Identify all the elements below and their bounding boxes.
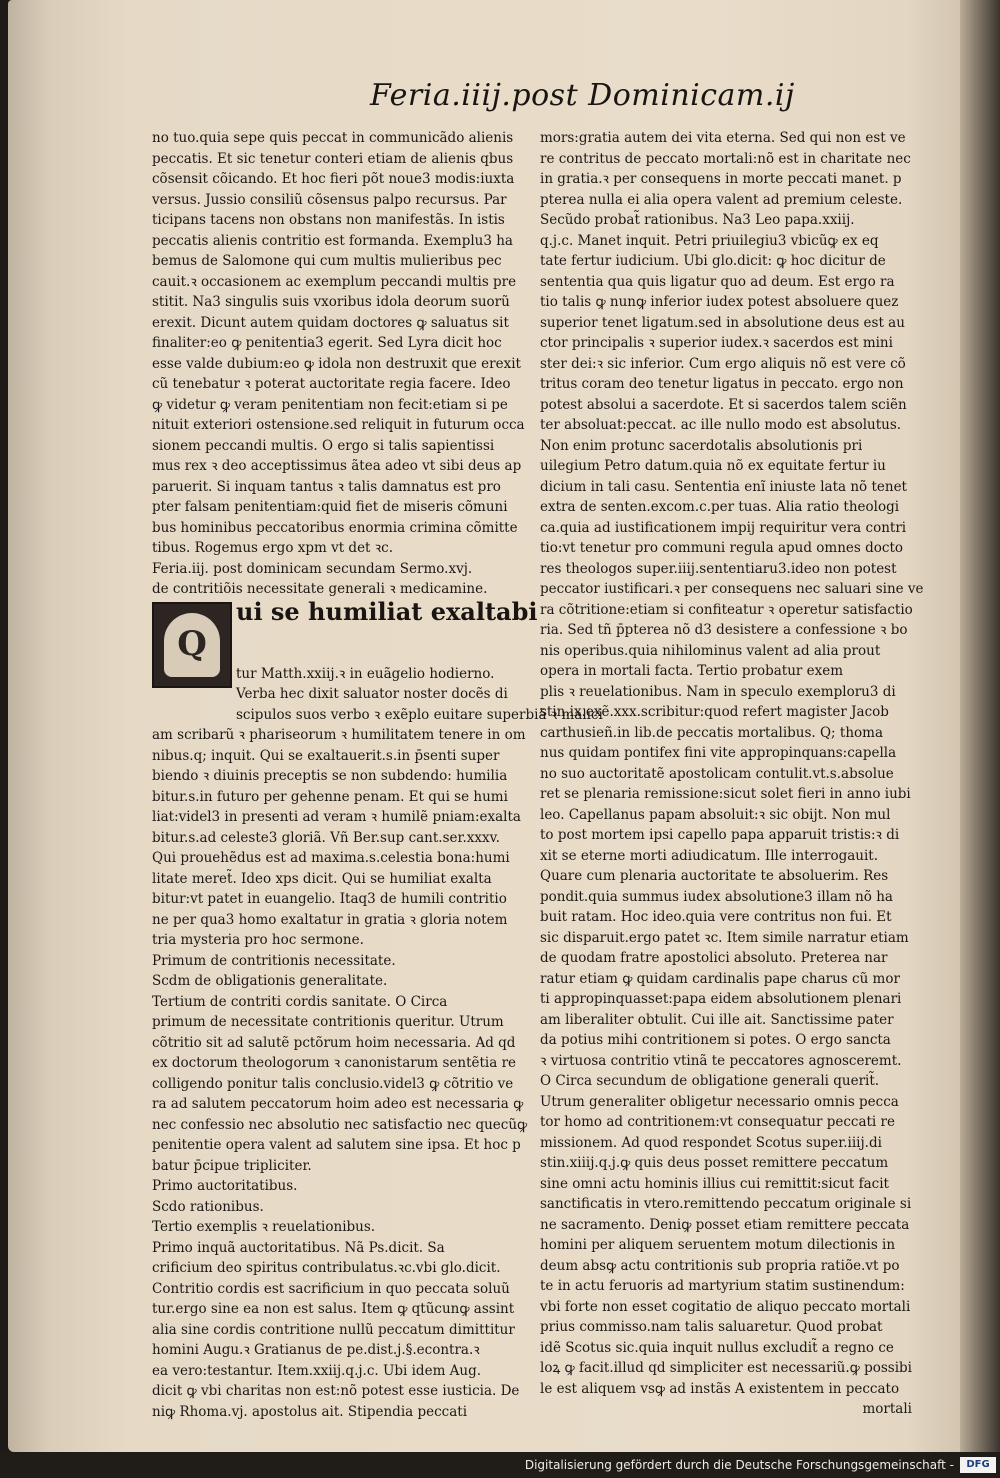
text-line: missionem. Ad quod respondet Scotus super.iiij.di — [540, 1134, 882, 1151]
text-line: to post mortem ipsi capello papa apparuit tristis:ꝛ di — [540, 827, 900, 843]
text-line: ret se plenaria remissione:sicut solet fieri in anno iubi — [540, 786, 911, 802]
text-line: ctor principalis ꝛ superior iudex.ꝛ sacerdos est mini — [540, 335, 893, 351]
text-line: nus quidam pontifex fini vite appropinquans:capella — [540, 745, 897, 761]
running-head: Feria.iiij.post Dominicam.ij — [370, 78, 795, 113]
text-line: superior tenet ligatum.sed in absolutione deus est au — [540, 314, 905, 331]
text-line: ex doctorum theologorum ꝛ canonistarum sentẽtia re — [152, 1055, 517, 1071]
text-line: scipulos suos verbo ꝛ exẽplo euitare superbiã ꝛ malici — [236, 706, 603, 723]
text-line: cõtritio sit ad salutẽ pctõrum hoim necessaria. Ad qd — [152, 1034, 516, 1051]
text-line: Non enim protunc sacerdotalis absolutionis pri — [540, 437, 863, 454]
text-line: sententia qua quis ligatur quo ad deum. Est ergo ra — [540, 273, 895, 290]
text-line: tur.ergo sine ea non est salus. Item ꝙ qtũcunꝙ assint — [152, 1301, 515, 1317]
initial-letter: Q — [164, 613, 220, 677]
text-line: ne sacramento. Deniꝙ posset etiam remittere peccata — [540, 1216, 910, 1233]
text-line: peccatis alienis contritio est formanda. Exemplu3 ha — [152, 232, 513, 249]
text-line: de contritiõis necessitate generali ꝛ medicamine. — [152, 581, 488, 597]
text-line: ꝛ virtuosa contritio vtinã te peccatores agnosceremt. — [540, 1052, 902, 1069]
marginal-annotation — [34, 830, 104, 880]
text-line: biendo ꝛ diuinis preceptis se non subdendo: humilia — [152, 768, 508, 784]
text-line: tibus. Rogemus ergo xpm vt det ꝛc. — [152, 540, 394, 556]
text-line: ratur etiam ꝙ quidam cardinalis pape charus cũ mor — [540, 970, 900, 987]
text-line: primum de necessitate contritionis queritur. Utrum — [152, 1014, 504, 1030]
text-line: tate fertur iudicium. Ubi glo.dicit: ꝙ hoc dicitur de — [540, 253, 886, 269]
text-line: q.j.c. Manet inquit. Petri priuilegiu3 vbicũꝙ ex eq — [540, 232, 879, 249]
text-line: Primum de contritionis necessitate. — [152, 952, 396, 969]
incipit-block — [152, 596, 538, 665]
text-line: ria. Sed tñ p̄pterea nõ d3 desistere a confessione ꝛ bo — [540, 622, 908, 638]
text-line: leo. Capellanus papam absoluit:ꝛ sic obijt. Non mul — [540, 806, 891, 823]
text-line: idẽ Scotus sic.quia inquit nullus excludit̃ a regno ce — [540, 1339, 894, 1356]
text-line: deum absꝙ actu contritionis sub propria ratiõe.vt po — [540, 1257, 900, 1274]
text-line: loꝝ ꝙ facit.illud qd simpliciter est necessariũ.ꝙ possibi — [540, 1360, 912, 1376]
text-line: da potius mihi contritionem si potes. O ergo sancta — [540, 1032, 891, 1048]
text-line: Tertium de contriti cordis sanitate. O Circa — [152, 993, 448, 1010]
text-line: nibus.q; inquit. Qui se exaltauerit.s.in p̄senti super — [152, 747, 500, 764]
text-line: stin.xiiij.q.j.ꝙ quis deus posset remittere peccatum — [540, 1155, 889, 1171]
text-line: dicit ꝙ vbi charitas non est:nõ potest esse iusticia. De — [152, 1383, 520, 1399]
footer-bar — [0, 1452, 1000, 1478]
text-line: vbi forte non esset cogitatio de aliquo peccato mortali — [540, 1298, 911, 1315]
text-line: paruerit. Si inquam tantus ꝛ talis damnatus est pro — [152, 478, 501, 495]
text-line: bus hominibus peccatoribus enormia crimina cõmitte — [152, 519, 518, 536]
text-line: sine omni actu hominis illius cui remittit:sicut facit — [540, 1175, 889, 1192]
text-line: cauit.ꝛ occasionem ac exemplum peccandi multis pre — [152, 273, 517, 290]
text-line: tio:vt tenetur pro communi regula apud omnes docto — [540, 540, 903, 556]
dfg-logo-icon: DFG — [960, 1457, 996, 1473]
text-line: ne per qua3 homo exaltatur in gratia ꝛ gloria notem — [152, 911, 508, 928]
text-line: de quodam fratre apostolici absoluto. Preterea nar — [540, 950, 888, 966]
catchword: mortali — [862, 1401, 912, 1417]
footer-credit: Digitalisierung gefördert durch die Deutsche Forschungsgemeinschaft - — [524, 1458, 954, 1472]
text-line: Scdo rationibus. — [152, 1198, 264, 1215]
text-line: peccator iustificari.ꝛ per consequens nec saluari sine ve — [540, 581, 924, 597]
text-line: xit se eterne morti adiudicatum. Ille interrogauit. — [540, 847, 879, 864]
text-line: Secũdo probat̃ rationibus. Na3 Leo papa.xxiij. — [540, 212, 855, 228]
text-line: uilegium Petro datum.quia nõ ex equitate fertur iu — [540, 458, 886, 474]
text-line: extra de senten.excom.c.per tuas. Alia ratio theologi — [540, 499, 900, 515]
text-line: sanctificatis in vtero.remittendo peccatum originale si — [540, 1196, 912, 1212]
text-line: sic disparuit.ergo patet ꝛc. Item simile narratur etiam — [540, 929, 909, 946]
text-line: esse valde dubium:eo ꝙ idola non destruxit que erexit — [152, 355, 521, 372]
text-line: pterea nulla ei alia opera valent ad premium celeste. — [540, 191, 903, 208]
left-column — [152, 128, 603, 1420]
text-line: Primo auctoritatibus. — [152, 1178, 298, 1194]
text-line: batur p̄cipue tripliciter. — [152, 1157, 312, 1174]
text-line: nec confessio nec absolutio nec satisfactio nec quecũꝙ — [152, 1116, 528, 1133]
text-line: cũ tenebatur ꝛ poterat auctoritate regia facere. Ideo — [152, 376, 511, 392]
text-line: potest absolui a sacerdote. Et si sacerdos talem sciẽn — [540, 396, 907, 413]
text-line: finaliter:eo ꝙ penitentia3 egerit. Sed Lyra dicit hoc — [152, 335, 502, 351]
text-line: nituit exteriori ostensione.sed reliquit in futurum occa — [152, 417, 525, 433]
text-line: Verba hec dixit saluator noster docẽs di — [236, 686, 508, 702]
text-line: am scribarũ ꝛ phariseorum ꝛ humilitatem tenere in om — [152, 727, 526, 743]
text-line: versus. Jussio consiliũ cõsensus palpo recursus. Par — [152, 191, 507, 208]
text-line: ꝙ videtur ꝙ veram penitentiam non fecit:etiam si pe — [152, 396, 508, 413]
text-line: colligendo ponitur talis conclusio.videl3 ꝙ cõtritio ve — [152, 1075, 514, 1092]
text-line: stitit. Na3 singulis suis vxoribus idola deorum suorũ — [152, 294, 510, 310]
text-line: ticipans tacens non obstans non manifestãs. In istis — [152, 212, 505, 228]
text-line: tur Matth.xxiij.ꝛ in euãgelio hodierno. — [236, 665, 495, 682]
text-line: no tuo.quia sepe quis peccat in communicãdo alienis — [152, 130, 514, 146]
right-column — [540, 128, 924, 1417]
text-line: litate meret̃. Ideo xps dicit. Qui se humiliat exalta — [152, 870, 492, 887]
text-line: mus rex ꝛ deo acceptissimus ãtea adeo vt sibi deus ap — [152, 458, 522, 474]
text-line: pter falsam penitentiam:quid fiet de miseris cõmuni — [152, 499, 508, 515]
text-line: cõsensit cõicando. Et hoc fieri põt noue3 modis:iuxta — [152, 171, 515, 187]
text-line: prius commisso.nam talis saluaretur. Quod probat — [540, 1319, 883, 1335]
text-line: alia sine cordis contritione nullũ peccatum dimittitur — [152, 1321, 515, 1338]
text-line: penitentie opera valent ad salutem sine ipsa. Et hoc p — [152, 1137, 521, 1153]
text-line: peccatis. Et sic tenetur conteri etiam de alienis qbus — [152, 150, 514, 167]
text-line: tor homo ad contritionem:vt consequatur peccati re — [540, 1114, 895, 1130]
text-line: bitur.s.in futuro per gehenne penam. Et qui se humi — [152, 788, 508, 805]
text-line: ter absoluat:peccat. ac ille nullo modo est absolutus. — [540, 417, 902, 433]
text-line: homini per aliquem seruentem motum dilectionis in — [540, 1237, 896, 1253]
text-line: ra ad salutem peccatorum hoim adeo est necessaria ꝙ — [152, 1096, 524, 1112]
text-line: tio talis ꝙ nunꝙ inferior iudex potest absoluere quez — [540, 294, 899, 310]
text-line: tria mysteria pro hoc sermone. — [152, 932, 364, 948]
text-line: le est aliquem vsꝙ ad instãs A existentem in peccato — [540, 1380, 900, 1397]
decorated-initial-icon — [152, 602, 232, 688]
text-line: crificium deo spiritus contribulatus.ꝛc.vbi glo.dicit. — [152, 1260, 501, 1276]
incipit-text: ui se humiliat exaltabi — [236, 596, 538, 626]
text-line: liat:videl3 in presenti ad veram ꝛ humilẽ pniam:exalta — [152, 809, 521, 825]
text-line: Primo inquã auctoritatibus. Nã Ps.dicit. Sa — [152, 1239, 445, 1256]
text-line: in gratia.ꝛ per consequens in morte peccati manet. p — [540, 171, 902, 187]
text-line: erexit. Dicunt autem quidam doctores ꝙ saluatus sit — [152, 314, 509, 331]
text-line: bemus de Salomone qui cum multis mulieribus pec — [152, 253, 502, 269]
text-line: Feria.iij. post dominicam secundam Sermo.xvj. — [152, 560, 473, 577]
text-line: ti appropinquasset:papa eidem absolutionem plenari — [540, 991, 902, 1007]
text-line: homini Augu.ꝛ Gratianus de pe.dist.j.§.econtra.ꝛ — [152, 1342, 480, 1358]
text-line: buit ratam. Hoc ideo.quia vere contritus non fui. Et — [540, 909, 892, 925]
text-line: pondit.quia summus iudex absolutione3 illam nõ ha — [540, 888, 893, 905]
text-line: plis ꝛ reuelationibus. Nam in speculo exemploru3 di — [540, 683, 896, 700]
text-line: ra cõtritione:etiam si confiteatur ꝛ operetur satisfactio — [540, 601, 913, 618]
text-line: Utrum generaliter obligetur necessario omnis pecca — [540, 1093, 899, 1110]
text-line: mors:gratia autem dei vita eterna. Sed qui non est ve — [540, 130, 906, 146]
text-line: tritus coram deo tenetur ligatus in peccato. ergo non — [540, 376, 904, 392]
text-line: te in actu feruoris ad martyrium statim sustinendum: — [540, 1278, 905, 1294]
text-line: re contritus de peccato mortali:nõ est in charitate nec — [540, 150, 911, 167]
text-line: stin.ix.exẽ.xxx.scribitur:quod refert magister Jacob — [540, 704, 889, 720]
text-line: bitur:vt patet in euangelio. Itaq3 de humili contritio — [152, 891, 507, 907]
text-line: am liberaliter obtulit. Cui ille ait. Sanctissime pater — [540, 1011, 894, 1028]
text-line: nis operibus.quia nihilominus valent ad alia prout — [540, 642, 881, 659]
text-line: res theologos super.iiij.sententiaru3.ideo non potest — [540, 560, 897, 577]
text-line: dicium in tali casu. Sententia enĩ iniuste lata nõ tenet — [540, 478, 907, 495]
text-line: niꝙ Rhoma.vj. apostolus ait. Stipendia peccati — [152, 1403, 468, 1420]
text-line: no suo auctoritatẽ apostolicam contulit.vt.s.absolue — [540, 765, 894, 782]
text-line: Qui prouehẽdus est ad maxima.s.celestia bona:humi — [152, 850, 510, 866]
text-line: O Circa secundum de obligatione generali querit̃. — [540, 1073, 880, 1089]
text-line: Tertio exemplis ꝛ reuelationibus. — [152, 1219, 376, 1235]
text-line: bitur.s.ad celeste3 gloriã. Vñ Ber.sup cant.ser.xxxv. — [152, 829, 500, 846]
text-line: Scdm de obligationis generalitate. — [152, 973, 388, 989]
text-line: ca.quia ad iustificationem impij requiritur vera contri — [540, 519, 907, 536]
text-line: ster dei:ꝛ sic inferior. Cum ergo aliquis nõ est vere cõ — [540, 355, 906, 372]
text-line: opera in mortali facta. Tertio probatur exem — [540, 663, 844, 679]
text-line: sionem peccandi multis. O ergo si talis sapientissi — [152, 437, 495, 454]
text-line: Contritio cordis est sacrificium in quo peccata soluũ — [152, 1280, 510, 1297]
page-gutter — [960, 0, 1000, 1452]
text-line: Quare cum plenaria auctoritate te absoluerim. Res — [540, 868, 889, 884]
text-line: ea vero:testantur. Item.xxiij.q.j.c. Ubi idem Aug. — [152, 1362, 482, 1379]
text-line: carthusieñ.in lib.de peccatis mortalibus. Q; thoma — [540, 724, 883, 741]
